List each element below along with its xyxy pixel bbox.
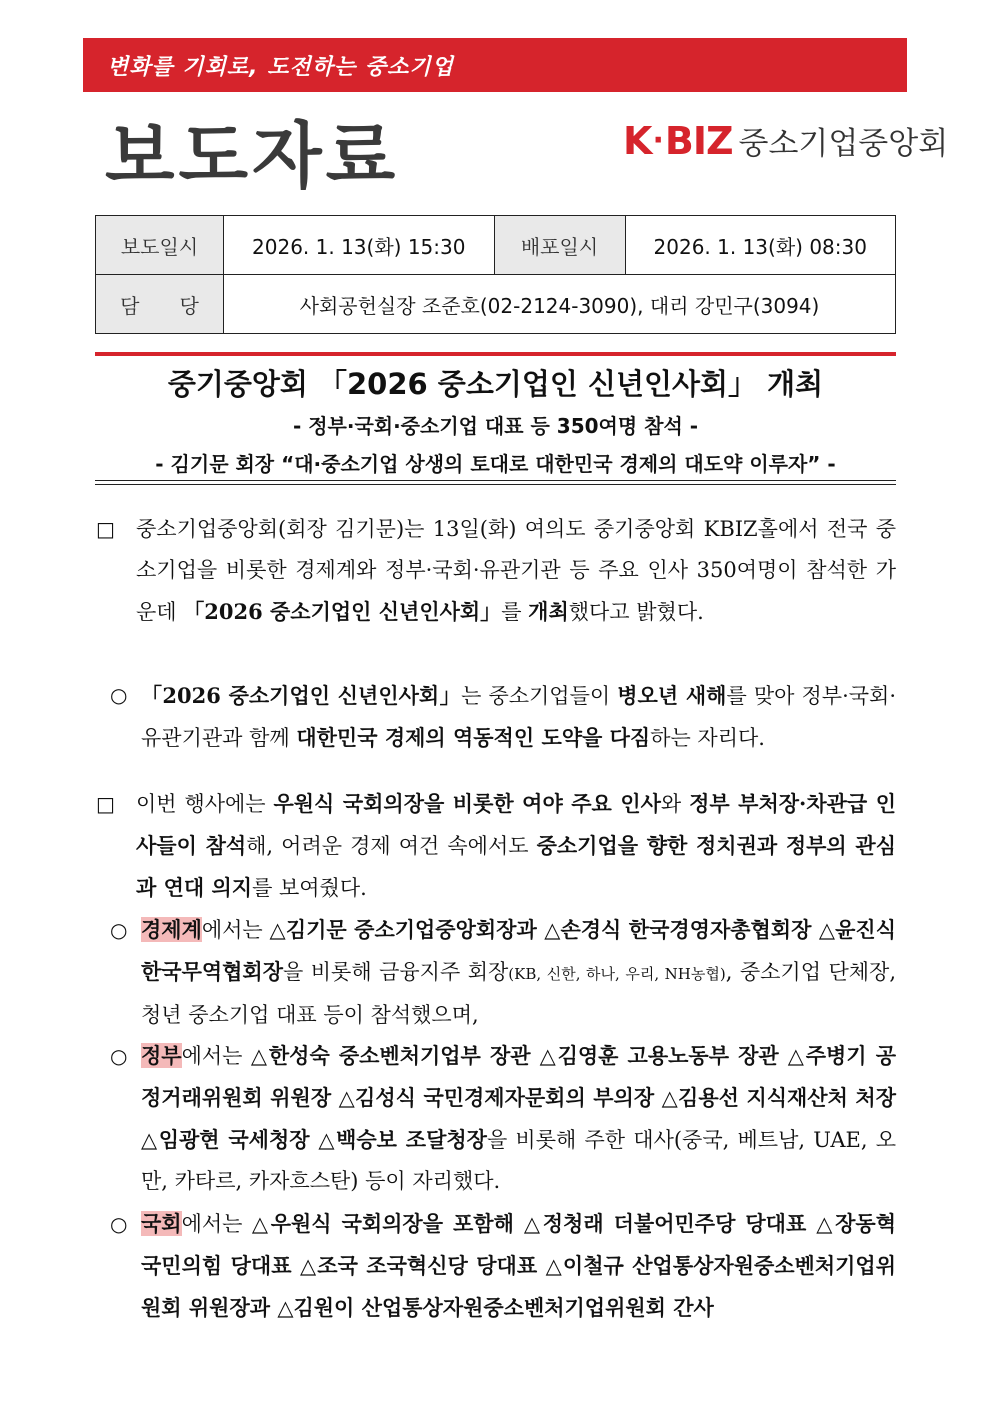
subheadline-2: - 김기문 회장 “대·중소기업 상생의 토대로 대한민국 경제의 대도약 이루자” - [155,452,836,476]
p4-bold-c: △김기문 중소기업중앙회장과 △손경식 한국경영자총협회장 △윤진식 한국무역협회장 [141,917,896,984]
square-bullet-icon: □ [96,517,115,541]
kbiz-logo [623,118,948,163]
p1-text-f: 했다고 밝혔다. [568,600,704,624]
p4-text-f: , 중소기업 단체장, 청년 중소기업 대표 등이 참석했으며, [141,960,896,1027]
circle-bullet-icon: ○ [110,1044,128,1068]
paragraph-2 [141,675,896,759]
contact-label: 담 당 [96,275,224,334]
logo-dot-icon: · [652,123,664,158]
logo-biz: BIZ [664,118,733,163]
logo-org-name: 중소기업중앙회 [738,126,949,162]
p3-text-a: 이번 행사에는 [136,792,274,816]
paragraph-5 [141,1035,896,1202]
p3-text-g: 를 보여줬다. [252,876,367,900]
contact-row [96,275,896,334]
p2-bold-pledge: 대한민국 경제의 역동적인 도약을 다짐 [296,725,651,750]
subheadline-1: - 정부·국회·중소기업 대표 등 350여명 참석 - [292,414,699,438]
paragraph-1 [136,509,896,633]
p1-text-a: 중소기업중앙회(회장 김기문)는 13일(화) 여의도 중기중앙회 KBIZ홀 [136,517,778,541]
release-date-value: 2026. 1. 13(화) 15:30 [224,216,495,275]
p5-highlight-government: 정부 [141,1043,182,1068]
release-row [96,216,896,275]
p5-bold-c: △한성숙 중소벤처기업부 장관 △김영훈 고용노동부 장관 △주병기 공정거래위원회 위원장 △김성식 국민경제자문회의 부의장 △김용선 지식재산처 처장 △임광현 국세청장 △백승보 조달청장 [141,1043,896,1152]
p1-event-name: 「2026 중소기업인 신년인사회」 [183,599,502,624]
p5-text-b: 에서는 [181,1044,251,1068]
p4-highlight-business: 경제계 [141,917,202,942]
p6-highlight-assembly: 국회 [141,1211,182,1236]
p1-text-b: 에서 전국 중소기업을 비롯한 경제계와 정부·국회·유관기관 등 주요 인사 350여명이 참석한 가운데 [136,517,896,624]
logo-k: K [623,118,652,163]
p1-bold-held: 개최 [528,599,569,624]
paragraph-3 [136,783,896,909]
p2-event-name: 「2026 중소기업인 신년인사회」 [141,683,462,708]
contact-value: 사회공헌실장 조준호(02-2124-3090), 대리 강민구(3094) [224,275,896,334]
p3-bold-f: 중소기업을 향한 정치권과 정부의 관심과 연대 의지 [136,833,896,900]
p3-bold-d: 정부 부처장·차관급 인사들이 참석 [136,791,897,858]
square-bullet-icon: □ [96,792,115,816]
p6-text-b: 에서는 [181,1212,252,1236]
headline: 중기중앙회 「2026 중소기업인 신년인사회」 개최 [167,367,824,401]
p1-text-d: 를 [501,600,529,624]
circle-bullet-icon: ○ [110,683,128,707]
p3-text-c: 와 [660,792,690,816]
p6-bold-c: △우원식 국회의장을 포함해 △정청래 더불어민주당 당대표 △장동혁 국민의힘 당대표 △조국 조국혁신당 당대표 △이철규 산업통상자원중소벤처기업위원회 위원장과 △김원이 산업통상자원중소벤처기업위원회 간사 [141,1211,896,1320]
release-date-label: 보도일시 [96,216,224,275]
distribution-date-label: 배포일시 [494,216,625,275]
title-bottom-rule-2 [95,484,896,485]
p2-text-d: 를 맞아 정부·국회·유관기관과 함께 [141,684,896,750]
p2-text-b: 는 중소기업들이 [461,684,618,708]
slogan-banner [83,38,907,92]
paragraph-4 [141,909,896,1036]
document-type-title: 보도자료 [105,114,400,198]
p4-small-banks: (KB, 신한, 하나, 우리, NH농협) [508,965,726,983]
p3-bold-b: 우원식 국회의장을 비롯한 여야 주요 인사 [273,791,661,816]
p4-text-b: 에서는 [201,918,270,942]
title-bottom-rule [95,480,896,481]
slogan-text: 변화를 기회로, 도전하는 중소기업 [107,55,454,80]
p2-bold-year: 병오년 새해 [617,683,727,708]
circle-bullet-icon: ○ [110,1212,128,1236]
p5-text-d: 을 비롯해 주한 대사(중국, 베트남, UAE, 오만, 카타르, 카자흐스탄) 등이 자리했다. [141,1128,896,1193]
release-info-table [95,215,896,334]
p3-text-e: 해, 어려운 경제 여건 속에서도 [246,834,537,858]
p2-text-f: 하는 자리다. [650,726,765,750]
p4-text-d: 을 비롯해 금융지주 회장 [283,960,509,984]
distribution-date-value: 2026. 1. 13(화) 08:30 [625,216,896,275]
circle-bullet-icon: ○ [110,918,128,942]
paragraph-6 [141,1203,896,1329]
title-top-rule [95,352,896,356]
